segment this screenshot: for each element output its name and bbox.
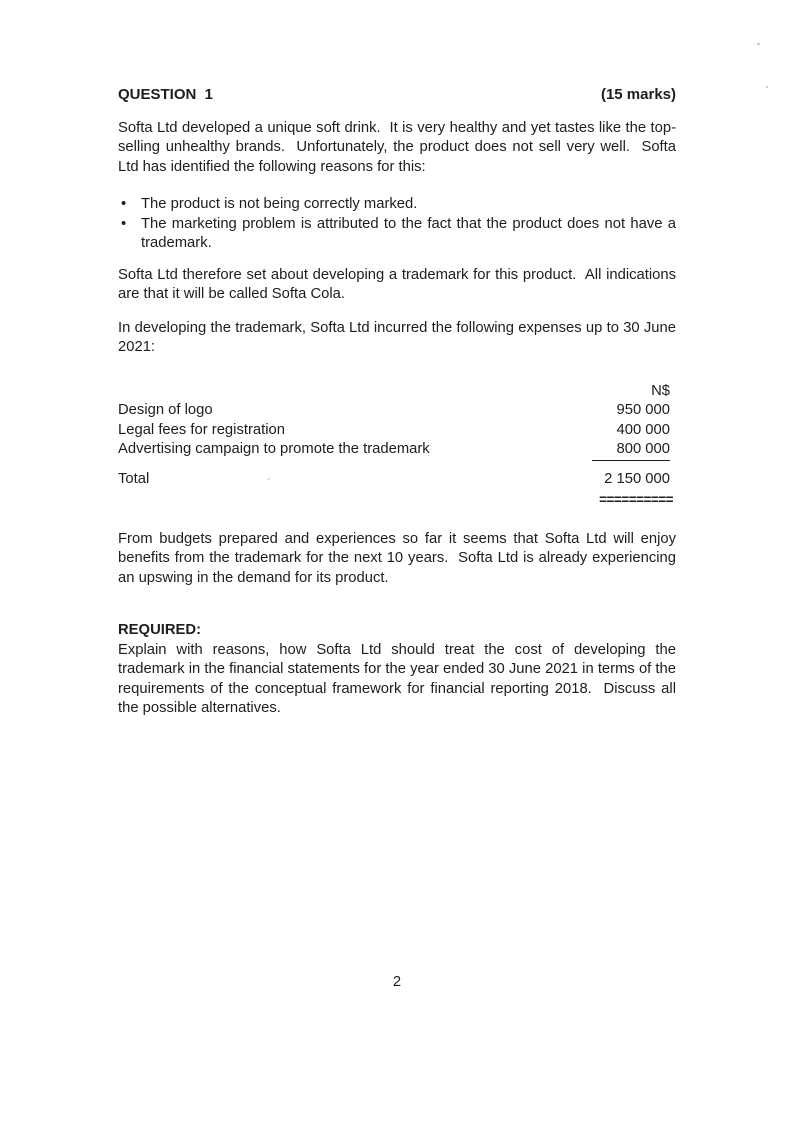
question-header [118,85,676,105]
total-amount: 2 150 000 [604,470,670,487]
expense-label: Advertising campaign to promote the trademark [118,441,430,457]
expense-label: Design of logo [118,402,213,418]
expense-row [118,421,676,441]
page-number: 2 [392,974,402,990]
total-row [118,470,676,490]
bullet-item: • The marketing problem is attributed to the fact that the product does not have a trademark. [118,215,676,254]
question-title: QUESTION 1 [118,86,214,103]
question-body [118,85,676,719]
trademark-paragraph: Softa Ltd therefore set about developing a trademark for this product. All indications are that it will be called Softa Cola. [118,266,676,302]
expense-row [118,401,676,421]
expense-amount: 800 000 [616,441,670,457]
benefits-paragraph: From budgets prepared and experiences so far it seems that Softa Ltd will enjoy benefits from the trademark for the next 10 years. Softa Ltd is already experiencing an upswing in the demand for its product. [118,530,676,586]
intro-paragraph: Softa Ltd developed a unique soft drink. It is very healthy and yet tastes like the top-selling unhealthy brands. Unfortunately, the product does not sell very well. Softa Ltd has identified the following reasons for this: [118,119,676,175]
total-rule [592,460,670,461]
marks-label: (15 marks) [600,86,676,103]
double-rule: ========== [599,492,673,507]
expense-row [118,440,676,460]
currency-header: N$ [651,382,670,399]
reasons-bullet-list [118,195,676,254]
required-heading: REQUIRED: [118,622,202,638]
scan-artifact [766,86,768,88]
scan-artifact [757,43,760,45]
expense-amount: 950 000 [616,402,670,418]
expense-amount: 400 000 [616,421,670,438]
total-label: Total [118,470,150,487]
expenses-table [118,382,676,510]
required-paragraph: Explain with reasons, how Softa Ltd should treat the cost of developing the trademark in the financial statements for the year ended 30 June 2021 in terms of the requirements of the conceptual framework for financial reporting 2018. Discuss all the possible alternatives. [118,641,676,716]
expenses-intro-paragraph: In developing the trademark, Softa Ltd incurred the following expenses up to 30 June 2021: [118,319,676,355]
expense-label: Legal fees for registration [118,421,285,438]
bullet-item: • The product is not being correctly marked. [118,195,676,215]
